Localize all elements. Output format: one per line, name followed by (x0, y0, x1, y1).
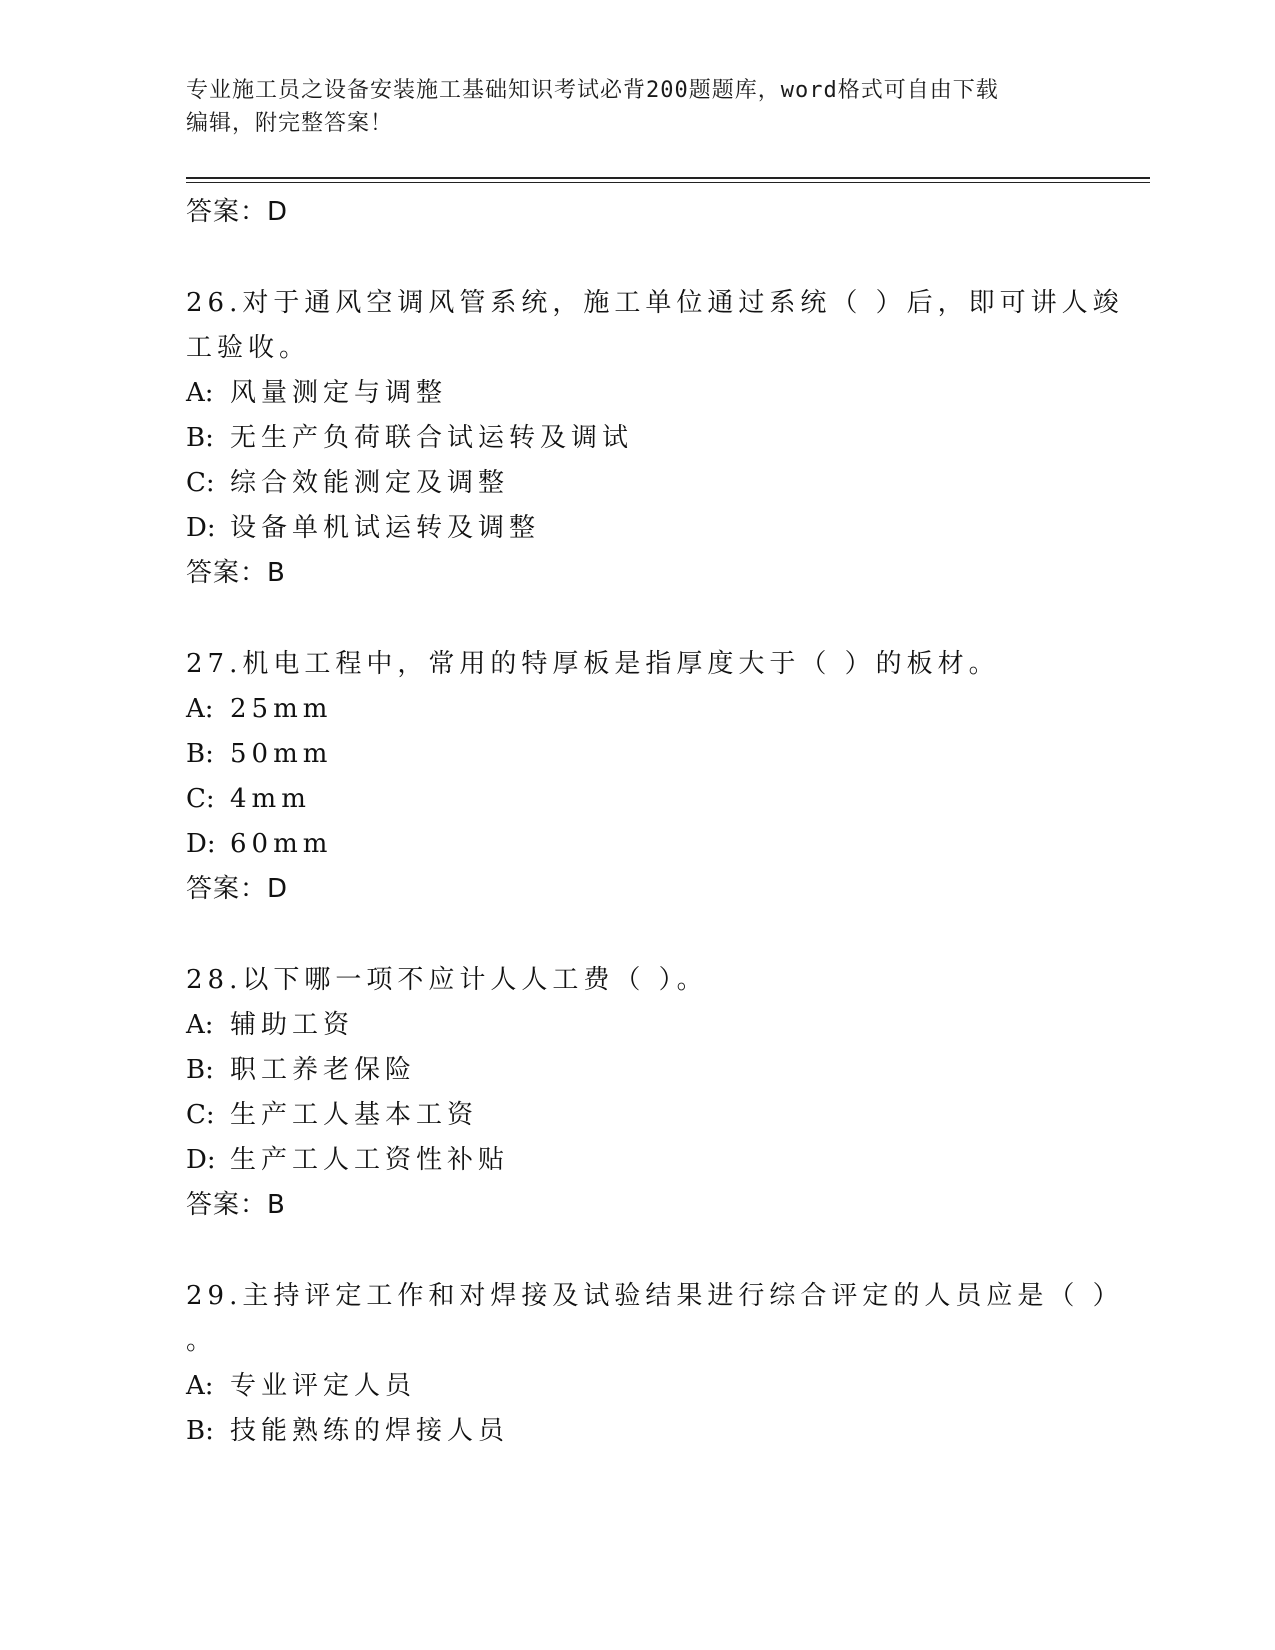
header-rule-thin (186, 182, 1150, 183)
question-stem-line: 。 (186, 1326, 218, 1356)
option-text: 专业评定人员 (230, 1371, 417, 1401)
question-29 (186, 1274, 1124, 1454)
header-line-2: 编辑，附完整答案！ (186, 111, 394, 136)
question-stem-line: 28.以下哪一项不应计人人工费（ ）。 (186, 965, 708, 995)
page-header (186, 74, 1086, 140)
option-text: 60mm (230, 829, 333, 859)
option-text: 设备单机试运转及调整 (230, 513, 541, 543)
question-stem-line: 26.对于通风空调风管系统，施工单位通过系统（ ）后，即可讲人竣 (186, 288, 1124, 318)
question-26 (186, 281, 1124, 596)
option-text: 无生产负荷联合试运转及调试 (230, 423, 634, 453)
option-text: 生产工人基本工资 (230, 1100, 479, 1130)
answer-line: 答案：B (186, 558, 286, 588)
option-label: D: (186, 513, 216, 543)
option-a (186, 1003, 1066, 1048)
option-label: A: (186, 1371, 214, 1401)
option-label: B: (186, 739, 214, 769)
option-text: 综合效能测定及调整 (230, 468, 510, 498)
option-text: 技能熟练的焊接人员 (230, 1416, 510, 1446)
option-b (186, 416, 1066, 461)
option-label: C: (186, 784, 215, 814)
option-a (186, 371, 1066, 416)
option-b (186, 1409, 1066, 1454)
option-text: 50mm (230, 739, 333, 769)
header-rule-thick (186, 177, 1150, 179)
question-28 (186, 958, 1066, 1228)
option-c (186, 1093, 1066, 1138)
question-stem-line: 工验收。 (186, 333, 311, 363)
question-list (186, 190, 1124, 1454)
option-text: 职工养老保险 (230, 1055, 417, 1085)
header-line-1: 专业施工员之设备安装施工基础知识考试必背200题题库，word格式可自由下载 (186, 78, 999, 103)
option-a (186, 687, 1066, 732)
option-label: C: (186, 468, 215, 498)
option-d (186, 1138, 1066, 1183)
answer-line: 答案：D (186, 197, 289, 227)
option-label: B: (186, 1055, 214, 1085)
option-b (186, 1048, 1066, 1093)
option-text: 4mm (230, 784, 311, 814)
question-stem-line: 29.主持评定工作和对焊接及试验结果进行综合评定的人员应是（ ） (186, 1281, 1124, 1311)
option-text: 风量测定与调整 (230, 378, 448, 408)
option-text: 25mm (230, 694, 333, 724)
option-label: A: (186, 694, 214, 724)
option-d (186, 506, 1066, 551)
option-label: B: (186, 1416, 214, 1446)
question-stem-line: 27.机电工程中，常用的特厚板是指厚度大于（ ）的板材。 (186, 649, 1000, 679)
option-text: 生产工人工资性补贴 (230, 1145, 510, 1175)
option-b (186, 732, 1066, 777)
answer-line: 答案：D (186, 874, 289, 904)
option-label: B: (186, 423, 214, 453)
option-label: D: (186, 1145, 216, 1175)
option-label: D: (186, 829, 216, 859)
option-label: A: (186, 1010, 214, 1040)
option-label: A: (186, 378, 214, 408)
option-text: 辅助工资 (230, 1010, 355, 1040)
option-label: C: (186, 1100, 215, 1130)
option-a (186, 1364, 1066, 1409)
question-27 (186, 642, 1066, 912)
option-d (186, 822, 1066, 867)
answer-line: 答案：B (186, 1190, 286, 1220)
option-c (186, 777, 1066, 822)
option-c (186, 461, 1066, 506)
